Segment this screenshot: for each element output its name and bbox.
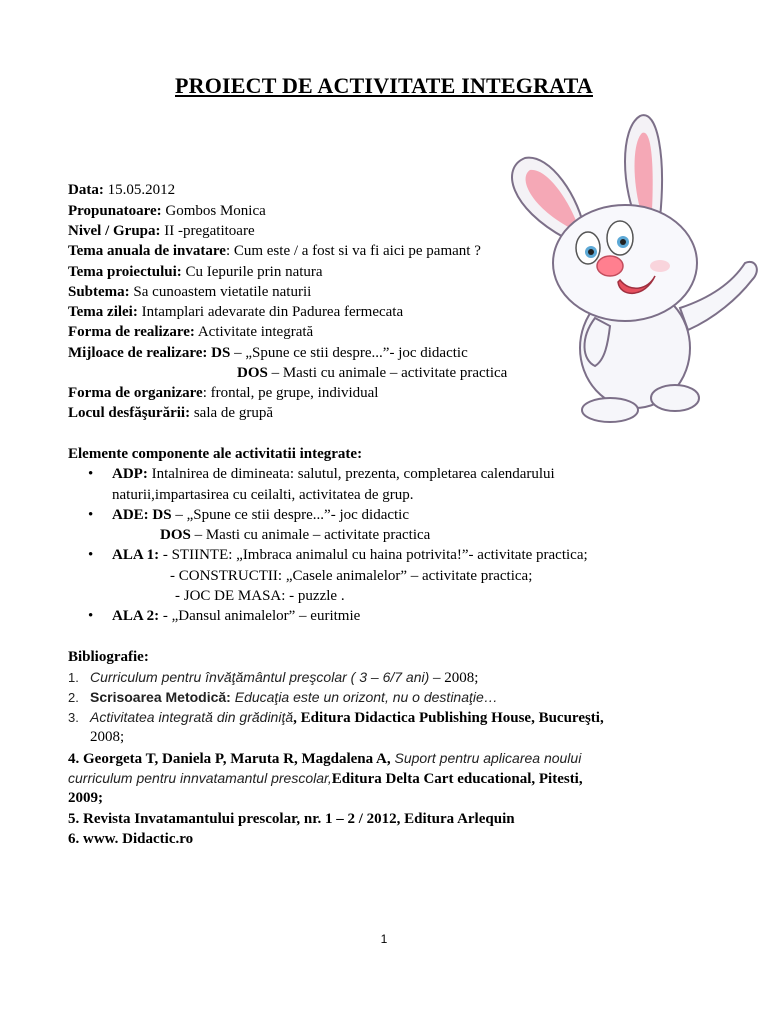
- info-tema-proiect: Tema proiectului: Cu Iepurile prin natura: [68, 264, 323, 280]
- bullet-adp: •: [88, 466, 94, 482]
- bib-number-2: 2.: [68, 690, 79, 705]
- bullet-ala1: •: [88, 547, 94, 563]
- elemente-adp: ADP: Intalnirea de dimineata: salutul, prezenta, completarea calendarului: [112, 466, 555, 482]
- bib-item-5: 5. Revista Invatamantului prescolar, nr. 1 – 2 / 2012, Editura Arlequin: [68, 811, 515, 827]
- info-data: Data: 15.05.2012: [68, 182, 176, 198]
- info-locul: Locul desfăşurării: sala de grupă: [68, 405, 273, 421]
- elemente-ala1: ALA 1: - STIINTE: „Imbraca animalul cu haina potrivita!”- activitate practica;: [112, 547, 588, 563]
- info-mijloace-dos: DOS – Masti cu animale – activitate practica: [237, 365, 508, 381]
- elemente-ade-dos: DOS – Masti cu animale – activitate practica: [160, 527, 431, 543]
- elemente-ala1-line3: - JOC DE MASA: - puzzle .: [175, 588, 345, 604]
- info-forma-organizare: Forma de organizare: frontal, pe grupe, individual: [68, 385, 379, 401]
- bullet-ala2: •: [88, 608, 94, 624]
- info-subtema: Subtema: Sa cunoastem vietatile naturii: [68, 284, 312, 300]
- elemente-ade: ADE: DS – „Spune ce stii despre...”- joc didactic: [112, 507, 410, 523]
- bib-item-4-line3: 2009;: [68, 790, 103, 806]
- info-nivel: Nivel / Grupa: II -pregatitoare: [68, 223, 255, 239]
- document-title: PROIECT DE ACTIVITATE INTEGRATA: [175, 73, 593, 98]
- info-forma-realizare: Forma de realizare: Activitate integrată: [68, 324, 314, 340]
- bunny-illustration: [470, 98, 768, 428]
- bib-item-4-line2: curriculum pentru innvatamantul prescolar,Editura Delta Cart educational, Pitesti,: [68, 770, 583, 787]
- bib-number-1: 1.: [68, 670, 79, 685]
- bib-number-3: 3.: [68, 710, 79, 725]
- info-mijloace: Mijloace de realizare: DS – „Spune ce stii despre...”- joc didactic: [68, 345, 468, 361]
- bibliografie-heading: Bibliografie:: [68, 649, 149, 665]
- info-tema-anuala: Tema anuala de invatare: Cum este / a fost si va fi aici pe pamant ?: [68, 243, 481, 259]
- info-propunatoare: Propunatoare: Gombos Monica: [68, 203, 266, 219]
- page-number: 1: [380, 932, 388, 946]
- elemente-ala2: ALA 2: - „Dansul animalelor” – euritmie: [112, 608, 361, 624]
- bib-item-1: Curriculum pentru învăţământul preşcolar ( 3 – 6/7 ani) – 2008;: [90, 669, 479, 686]
- bib-item-4: 4. Georgeta T, Daniela P, Maruta R, Magdalena A, Suport pentru aplicarea noului: [68, 750, 582, 767]
- elemente-adp-line2: naturii,impartasirea cu ceilalti, activitatea de grup.: [112, 487, 414, 503]
- elemente-ala1-line2: - CONSTRUCTII: „Casele animalelor” – activitate practica;: [170, 568, 533, 584]
- bib-item-3: Activitatea integrată din grădiniţă, Editura Didactica Publishing House, Bucureşti,: [90, 709, 604, 726]
- elemente-heading: Elemente componente ale activitatii integrate:: [68, 446, 363, 462]
- info-tema-zilei: Tema zilei: Intamplari adevarate din Padurea fermecata: [68, 304, 404, 320]
- bib-item-6: 6. www. Didactic.ro: [68, 831, 194, 847]
- bib-item-3-line2: 2008;: [90, 729, 125, 745]
- bullet-ade: •: [88, 507, 94, 523]
- bib-item-2: Scrisoarea Metodică: Educaţia este un orizont, nu o destinaţie…: [90, 689, 498, 705]
